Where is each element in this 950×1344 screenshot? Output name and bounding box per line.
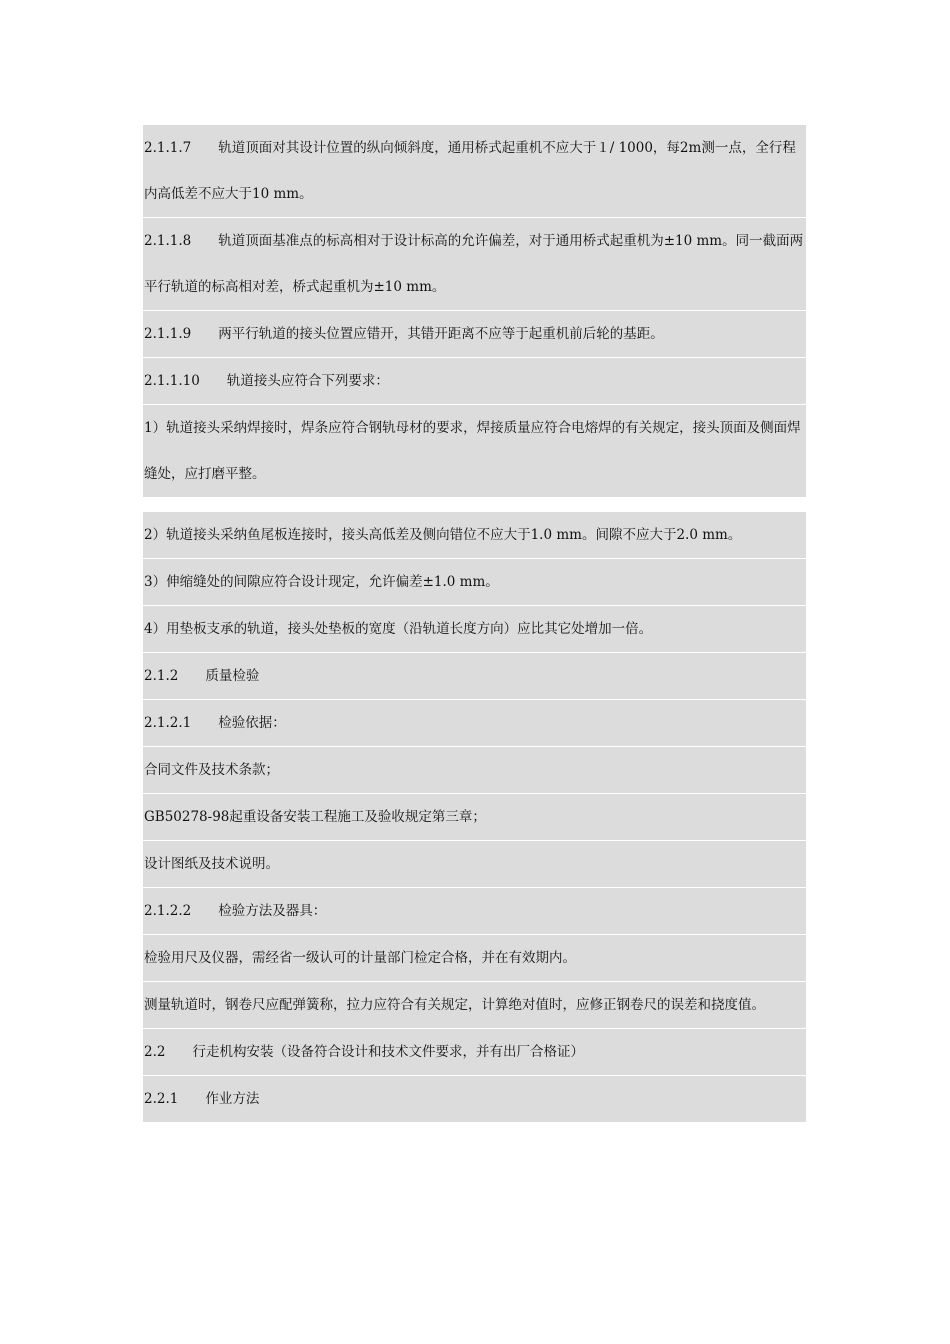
method-item-tape-measure: 测量轨道时，钢卷尺应配弹簧称，拉力应符合有关规定，计算绝对值时，应修正钢卷尺的误差和挠度值。 — [143, 982, 806, 1029]
heading-2-1-2: 2.1.2 质量检验 — [143, 653, 806, 700]
list-item-2: 2）轨道接头采纳鱼尾板连接时，接头高低差及侧向错位不应大于1.0 mm。间隙不应大于2.0 mm。 — [143, 512, 806, 559]
heading-2-2-1: 2.2.1 作业方法 — [143, 1076, 806, 1123]
paragraph-2-1-1-10: 2.1.1.10 轨道接头应符合下列要求： — [143, 358, 806, 405]
basis-item-contract: 合同文件及技术条款； — [143, 747, 806, 794]
paragraph-2-1-1-8: 2.1.1.8 轨道顶面基准点的标高相对于设计标高的允许偏差，对于通用桥式起重机为±10 mm。同一截面两平行轨道的标高相对差，桥式起重机为±10 mm。 — [143, 218, 806, 311]
heading-2-1-2-2: 2.1.2.2 检验方法及器具： — [143, 888, 806, 935]
basis-item-standard: GB50278-98起重设备安装工程施工及验收规定第三章； — [143, 794, 806, 841]
list-item-4: 4）用垫板支承的轨道，接头处垫板的宽度（沿轨道长度方向）应比其它处增加一倍。 — [143, 606, 806, 653]
paragraph-2-1-1-7: 2.1.1.7 轨道顶面对其设计位置的纵向倾斜度，通用桥式起重机不应大于１/ 1000，每2m测一点，全行程内高低差不应大于10 mm。 — [143, 125, 806, 218]
document-body — [143, 125, 806, 1123]
heading-2-1-2-1: 2.1.2.1 检验依据： — [143, 700, 806, 747]
basis-item-drawings: 设计图纸及技术说明。 — [143, 841, 806, 888]
list-item-3: 3）伸缩缝处的间隙应符合设计现定，允许偏差±1.0 mm。 — [143, 559, 806, 606]
method-item-instruments: 检验用尺及仪器，需经省一级认可的计量部门检定合格，并在有效期内。 — [143, 935, 806, 982]
paragraph-2-1-1-9: 2.1.1.9 两平行轨道的接头位置应错开，其错开距离不应等于起重机前后轮的基距。 — [143, 311, 806, 358]
heading-2-2: 2.2 行走机构安装（设备符合设计和技术文件要求，并有出厂合格证） — [143, 1029, 806, 1076]
list-item-1: 1）轨道接头采纳焊接时，焊条应符合钢轨母材的要求，焊接质量应符合电熔焊的有关规定，接头顶面及侧面焊缝处，应打磨平整。 — [143, 405, 806, 498]
